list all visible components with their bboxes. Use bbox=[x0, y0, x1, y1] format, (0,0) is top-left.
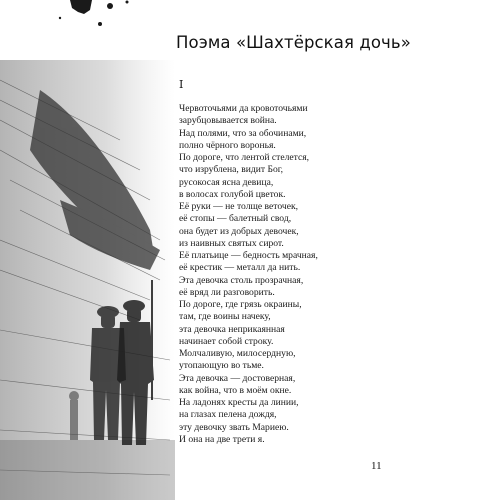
background-figure bbox=[69, 391, 79, 440]
poem-line: её вряд ли разговорить. bbox=[179, 286, 275, 298]
poem-line: И она на две трети я. bbox=[179, 433, 265, 445]
poem-line: Её руки — не толще веточек, bbox=[179, 201, 299, 212]
soldiers-sketch-illustration bbox=[0, 0, 180, 500]
poem-line: эту девочку звать Мариею. bbox=[179, 421, 289, 433]
poem-text bbox=[179, 103, 318, 446]
poem-title: Поэма «Шахтёрская дочь» bbox=[176, 33, 411, 52]
ink-splatter bbox=[59, 0, 129, 26]
poem-line: как война, что в моём окне. bbox=[179, 384, 292, 396]
page-number: 11 bbox=[371, 460, 382, 472]
poem-line: что изрублена, видит Бог, bbox=[179, 164, 284, 176]
poem-line: Молчаливую, милосердную, bbox=[179, 348, 296, 359]
poem-line: там, где воины начеку, bbox=[179, 311, 271, 323]
poem-line: Эта девочка столь прозрачная, bbox=[179, 274, 304, 286]
poem-line: зарубцовывается война. bbox=[179, 115, 277, 127]
section-number: I bbox=[179, 78, 184, 91]
poem-line: полно чёрного воронья. bbox=[179, 139, 276, 151]
poem-line: в волосах голубой цветок. bbox=[179, 188, 286, 200]
poem-line: она будет из добрых девочек, bbox=[179, 225, 299, 237]
poem-line: русокосая ясна девица, bbox=[179, 176, 274, 188]
poem-line: из наивных святых сирот. bbox=[179, 237, 284, 249]
poem-line: Её платьице — бедность мрачная, bbox=[179, 250, 318, 261]
poem-line: Над полями, что за обочинами, bbox=[179, 127, 307, 139]
poem-line: По дороге, что лентой стелется, bbox=[179, 152, 310, 163]
poem-line: На ладонях кресты да линии, bbox=[179, 397, 299, 408]
poem-line: Эта девочка — достоверная, bbox=[179, 372, 296, 384]
poem-line: начинает собой строку. bbox=[179, 335, 274, 347]
poem-line: утопающую во тьме. bbox=[179, 360, 264, 372]
poem-line: Червоточьями да кровоточьями bbox=[179, 103, 308, 114]
poem-line: её крестик — металл да нить. bbox=[179, 262, 301, 274]
poem-line: на глазах пелена дождя, bbox=[179, 409, 277, 421]
poem-line: По дороге, где грязь окраины, bbox=[179, 299, 302, 310]
poem-line: эта девочка неприкаянная bbox=[179, 323, 285, 335]
poem-line: её стопы — балетный свод, bbox=[179, 213, 292, 225]
